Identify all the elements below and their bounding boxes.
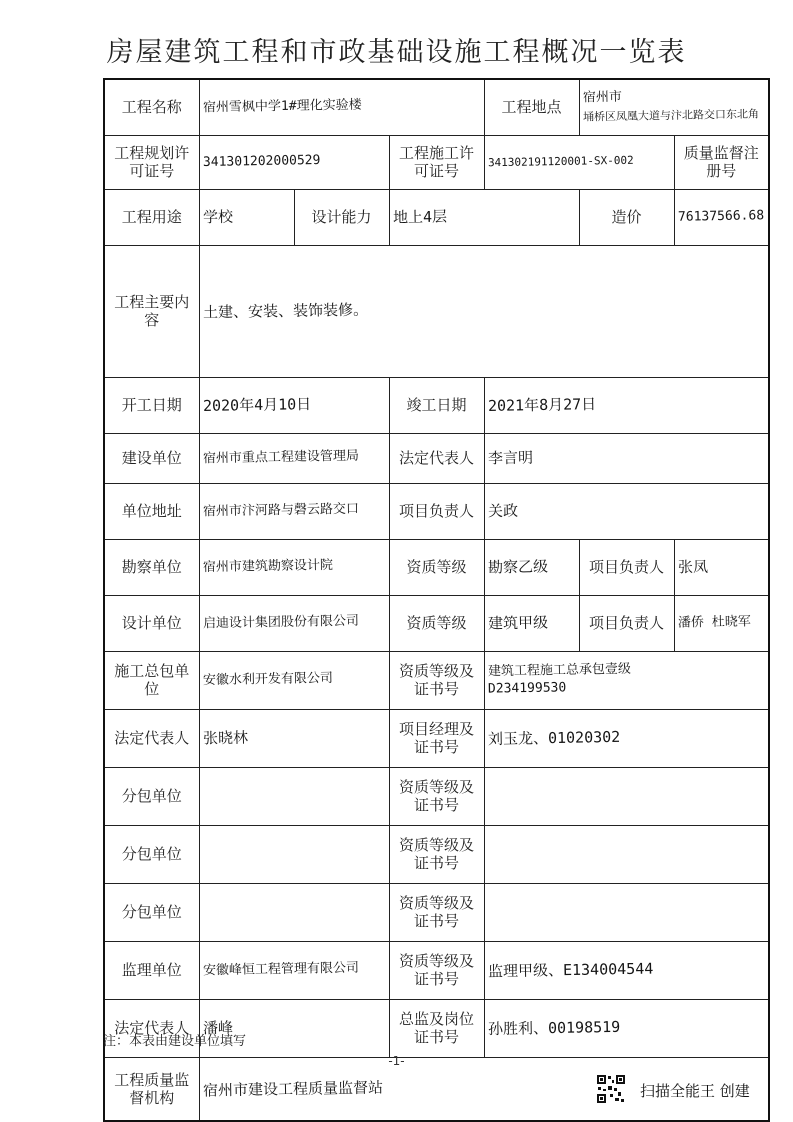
table-row xyxy=(104,651,769,709)
value-address: 宿州市汴河路与磬云路交口 xyxy=(199,483,389,539)
label-start-date: 开工日期 xyxy=(104,377,199,433)
value-contractor: 安徽水利开发有限公司 xyxy=(199,651,389,709)
page-number: -1- xyxy=(388,1054,405,1068)
label-supervision: 监理单位 xyxy=(104,941,199,999)
label-capacity: 设计能力 xyxy=(294,189,389,245)
table-row xyxy=(104,767,769,825)
table-row xyxy=(104,79,769,135)
value-survey-lead: 张凤 xyxy=(674,539,769,595)
label-survey-qual: 资质等级 xyxy=(389,539,484,595)
value-project-name: 宿州雪枫中学1#理化实验楼 xyxy=(199,79,484,135)
label-supervision-rep: 法定代表人 xyxy=(104,999,199,1057)
value-content: 土建、安装、装饰装修。 xyxy=(199,245,769,377)
label-survey-lead: 项目负责人 xyxy=(579,539,674,595)
table-row xyxy=(104,883,769,941)
label-address-lead: 项目负责人 xyxy=(389,483,484,539)
value-supervision-rep: 潘峰 xyxy=(199,999,389,1057)
scanner-watermark xyxy=(596,1072,776,1108)
brand-label: 扫描全能王 创建 xyxy=(640,1082,750,1100)
label-sub-2-qual: 资质等级及证书号 xyxy=(389,825,484,883)
label-construct-permit: 工程施工许可证号 xyxy=(389,135,484,189)
value-sub-3 xyxy=(199,883,389,941)
label-quality-agency: 工程质量监督机构 xyxy=(104,1057,199,1121)
value-owner-rep: 李言明 xyxy=(484,433,769,483)
value-cost: 76137566.68 xyxy=(674,189,769,245)
table-row xyxy=(104,135,769,189)
label-plan-permit: 工程规划许可证号 xyxy=(104,135,199,189)
label-contractor-qual: 资质等级及证书号 xyxy=(389,651,484,709)
label-contractor: 施工总包单位 xyxy=(104,651,199,709)
footnote: 注：本表由建设单位填写 xyxy=(103,1034,247,1049)
value-survey: 宿州市建筑勘察设计院 xyxy=(199,539,389,595)
table-row xyxy=(104,825,769,883)
label-content: 工程主要内容 xyxy=(104,245,199,377)
label-design: 设计单位 xyxy=(104,595,199,651)
value-plan-permit: 341301202000529 xyxy=(199,135,389,189)
label-sub-1-qual: 资质等级及证书号 xyxy=(389,767,484,825)
label-owner-rep: 法定代表人 xyxy=(389,433,484,483)
label-sub-3: 分包单位 xyxy=(104,883,199,941)
table-row xyxy=(104,433,769,483)
table-row xyxy=(104,189,769,245)
label-address: 单位地址 xyxy=(104,483,199,539)
value-sub-1 xyxy=(199,767,389,825)
label-supervision-qual: 资质等级及证书号 xyxy=(389,941,484,999)
table-row xyxy=(104,941,769,999)
value-supervision-qual: 监理甲级、E134004544 xyxy=(484,941,769,999)
label-design-lead: 项目负责人 xyxy=(579,595,674,651)
value-design-lead: 潘侨 杜晓军 xyxy=(674,595,769,651)
value-location: 宿州市 埇桥区凤凰大道与汴北路交口东北角 xyxy=(579,79,769,135)
value-usage: 学校 xyxy=(199,189,294,245)
table-row xyxy=(104,483,769,539)
value-start-date: 2020年4月10日 xyxy=(199,377,389,433)
value-construct-permit: 341302191120001-SX-002 xyxy=(484,135,674,189)
qr-code-icon xyxy=(596,1074,626,1104)
value-pm-cert: 刘玉龙、01020302 xyxy=(484,709,769,767)
value-sub-1-qual xyxy=(484,767,769,825)
label-survey: 勘察单位 xyxy=(104,539,199,595)
table-row xyxy=(104,377,769,433)
label-project-name: 工程名称 xyxy=(104,79,199,135)
label-usage: 工程用途 xyxy=(104,189,199,245)
value-design-qual: 建筑甲级 xyxy=(484,595,579,651)
value-design: 启迪设计集团股份有限公司 xyxy=(199,595,389,651)
value-chief-cert: 孙胜利、00198519 xyxy=(484,999,769,1057)
label-pm-cert: 项目经理及证书号 xyxy=(389,709,484,767)
value-contractor-rep: 张晓林 xyxy=(199,709,389,767)
label-sub-3-qual: 资质等级及证书号 xyxy=(389,883,484,941)
value-quality-agency: 宿州市建设工程质量监督站 xyxy=(199,1057,769,1121)
label-sub-2: 分包单位 xyxy=(104,825,199,883)
table-row xyxy=(104,709,769,767)
value-address-lead: 关政 xyxy=(484,483,769,539)
value-capacity: 地上4层 xyxy=(389,189,579,245)
label-chief-cert: 总监及岗位证书号 xyxy=(389,999,484,1057)
label-design-qual: 资质等级 xyxy=(389,595,484,651)
value-survey-qual: 勘察乙级 xyxy=(484,539,579,595)
label-cost: 造价 xyxy=(579,189,674,245)
value-sub-2-qual xyxy=(484,825,769,883)
value-owner: 宿州市重点工程建设管理局 xyxy=(199,433,389,483)
value-sub-3-qual xyxy=(484,883,769,941)
table-row xyxy=(104,595,769,651)
table-row xyxy=(104,245,769,377)
value-finish-date: 2021年8月27日 xyxy=(484,377,769,433)
label-quality-reg: 质量监督注册号 xyxy=(674,135,769,189)
value-sub-2 xyxy=(199,825,389,883)
label-contractor-rep: 法定代表人 xyxy=(104,709,199,767)
value-contractor-qual: 建筑工程施工总承包壹级 D234199530 xyxy=(484,651,769,709)
label-finish-date: 竣工日期 xyxy=(389,377,484,433)
label-location: 工程地点 xyxy=(484,79,579,135)
value-supervision: 安徽峰恒工程管理有限公司 xyxy=(199,941,389,999)
project-overview-table xyxy=(103,78,770,1122)
label-sub-1: 分包单位 xyxy=(104,767,199,825)
page-title: 房屋建筑工程和市政基础设施工程概况一览表 xyxy=(106,37,687,68)
table-row xyxy=(104,539,769,595)
label-owner: 建设单位 xyxy=(104,433,199,483)
